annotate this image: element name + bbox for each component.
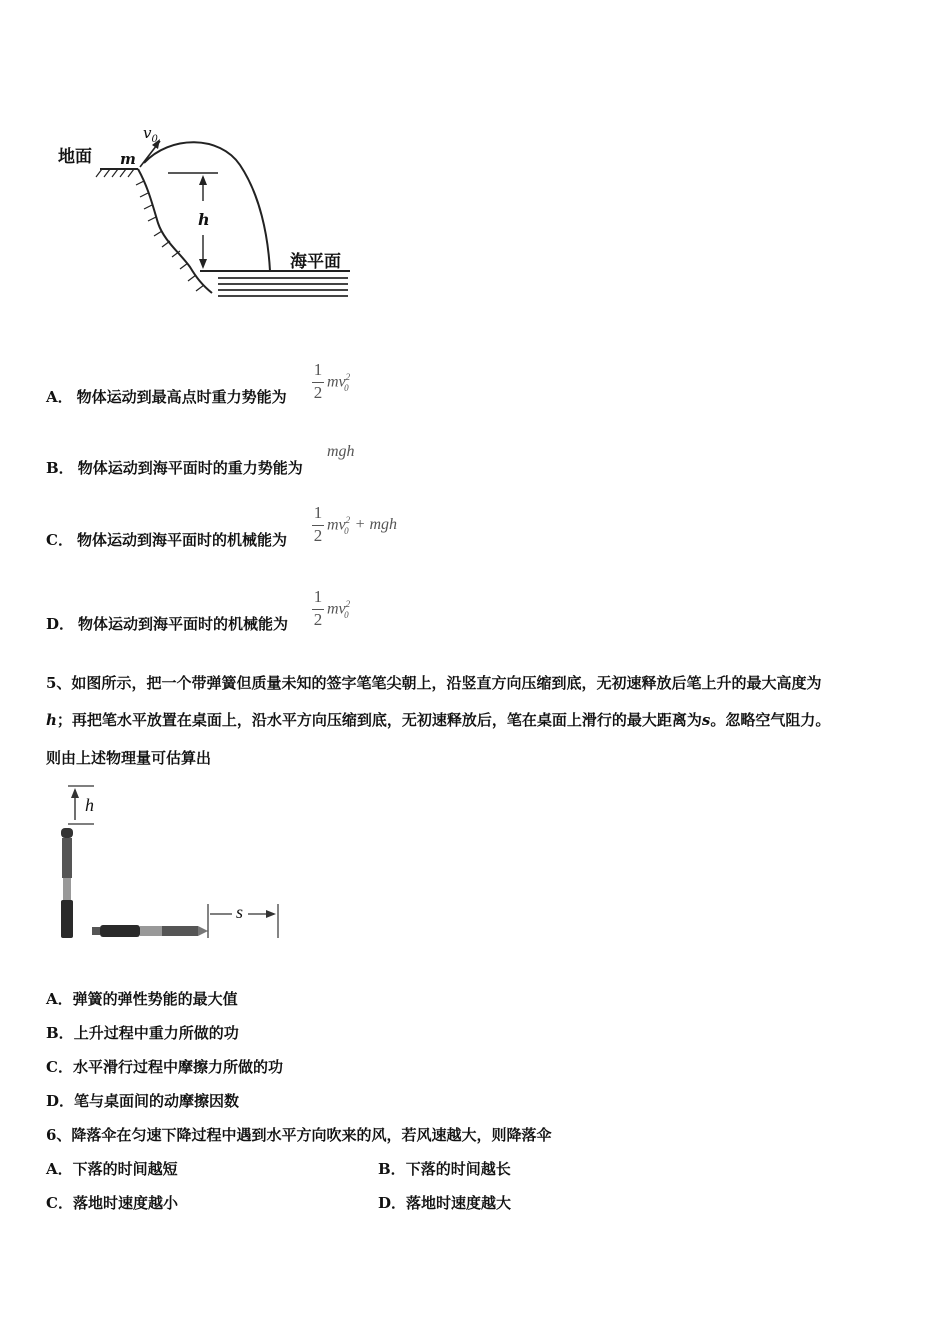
q4-option-c: C． 物体运动到海平面时的机械能为 (46, 531, 287, 549)
q6-option-d: D．落地时速度越大 (378, 1194, 512, 1212)
q6-option-c: C．落地时速度越小 (46, 1194, 178, 1212)
q6-option-b: B．下落的时间越长 (378, 1160, 511, 1178)
q5-option-c: C．水平滑行过程中摩擦力所做的功 (46, 1058, 283, 1076)
q6-option-a: A．下落的时间越短 (46, 1160, 178, 1178)
ground-label: 地面 (58, 147, 92, 167)
pen-distance-label: s (236, 902, 244, 922)
q5-stem-line3: 则由上述物理量可估算出 (46, 749, 212, 767)
math-c: $mv^2_0$ + mgh (327, 515, 398, 536)
q6-stem: 6、降落伞在匀速下降过程中遇到水平方向吹来的风，若风速越大，则降落伞 (46, 1126, 552, 1144)
q4-option-d: D． 物体运动到海平面时的机械能为 (46, 615, 289, 633)
velocity-label: $v_0$ (143, 124, 158, 145)
height-label: h (198, 210, 210, 229)
q4-option-b: B． 物体运动到海平面时的重力势能为 (46, 459, 303, 477)
q4-option-a: A． 物体运动到最高点时重力势能为 (46, 388, 287, 406)
pen-height-label: h (85, 795, 94, 815)
mass-label: m (120, 150, 136, 168)
math-d: $mv^2_0$ (327, 599, 351, 620)
math-a: $mv^2_0$ (327, 372, 351, 393)
sea-level-label: 海平面 (290, 252, 341, 272)
q5-stem-line2: h；再把笔水平放置在桌面上，沿水平方向压缩到底，无初速释放后，笔在桌面上滑行的最大距离为s。忽略空气阻力。 (46, 711, 831, 729)
q5-option-b: B．上升过程中重力所做的功 (46, 1024, 239, 1042)
q5-stem-line1: 5、如图所示，把一个带弹簧但质量未知的签字笔笔尖朝上，沿竖直方向压缩到底，无初速释放后笔上升的最大高度为 (46, 674, 822, 692)
math-b: mgh (327, 443, 355, 460)
q5-option-a: A．弹簧的弹性势能的最大值 (46, 990, 238, 1008)
q5-option-d: D．笔与桌面间的动摩擦因数 (46, 1092, 240, 1110)
